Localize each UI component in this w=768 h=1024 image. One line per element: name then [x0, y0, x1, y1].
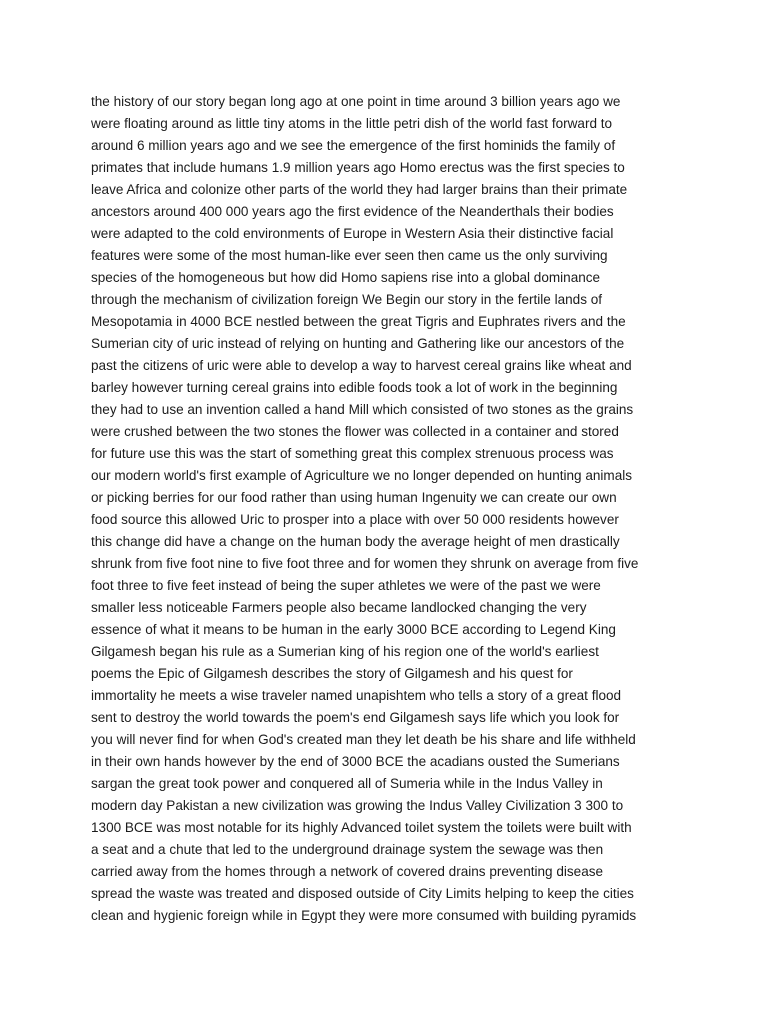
text-line: for future use this was the start of something great this complex strenuous process was [91, 446, 614, 461]
text-line: Mesopotamia in 4000 BCE nestled between the great Tigris and Euphrates rivers and the [91, 314, 626, 329]
text-line: immortality he meets a wise traveler named unapishtem who tells a story of a great flood [91, 688, 622, 703]
text-line: or picking berries for our food rather than using human Ingenuity we can create our own [91, 490, 617, 505]
text-line: modern day Pakistan a new civilization was growing the Indus Valley Civilization 3 300 to [91, 798, 624, 813]
text-line: in their own hands however by the end of 3000 BCE the acadians ousted the Sumerians [91, 754, 620, 769]
text-line: clean and hygienic foreign while in Egypt they were more consumed with building pyramids [91, 908, 637, 923]
text-line: were adapted to the cold environments of Europe in Western Asia their distinctive facial [91, 226, 614, 241]
text-line: sargan the great took power and conquered all of Sumeria while in the Indus Valley in [91, 776, 603, 791]
text-line: features were some of the most human-like ever seen then came us the only surviving [91, 248, 608, 263]
text-line: poems the Epic of Gilgamesh describes the story of Gilgamesh and his quest for [91, 666, 573, 681]
text-line: our modern world's first example of Agriculture we no longer depended on hunting animals [91, 468, 633, 483]
text-line: primates that include humans 1.9 million years ago Homo erectus was the first species to [91, 160, 625, 175]
text-line: shrunk from five foot nine to five foot three and for women they shrunk on average from five [91, 556, 639, 571]
text-line: spread the waste was treated and disposed outside of City Limits helping to keep the cities [91, 886, 634, 901]
text-line: were crushed between the two stones the flower was collected in a container and stored [91, 424, 619, 439]
text-line: essence of what it means to be human in the early 3000 BCE according to Legend King [91, 622, 616, 637]
text-line: they had to use an invention called a hand Mill which consisted of two stones as the grains [91, 402, 634, 417]
text-line: were floating around as little tiny atoms in the little petri dish of the world fast forward to [91, 116, 613, 131]
text-line: sent to destroy the world towards the poem's end Gilgamesh says life which you look for [91, 710, 620, 725]
text-line: smaller less noticeable Farmers people also became landlocked changing the very [91, 600, 587, 615]
text-line: species of the homogeneous but how did Homo sapiens rise into a global dominance [91, 270, 601, 285]
text-line: Gilgamesh began his rule as a Sumerian king of his region one of the world's earliest [91, 644, 599, 659]
text-line: 1300 BCE was most notable for its highly Advanced toilet system the toilets were built with [91, 820, 632, 835]
text-line: a seat and a chute that led to the underground drainage system the sewage was then [91, 842, 604, 857]
text-line: barley however turning cereal grains into edible foods took a lot of work in the beginning [91, 380, 618, 395]
text-line: food source this allowed Uric to prosper into a place with over 50 000 residents however [91, 512, 619, 527]
text-line: you will never find for when God's created man they let death be his share and life withheld [91, 732, 636, 747]
text-line: around 6 million years ago and we see the emergence of the first hominids the family of [91, 138, 616, 153]
text-line: this change did have a change on the human body the average height of men drastically [91, 534, 620, 549]
text-line: foot three to five feet instead of being the super athletes we were of the past we were [91, 578, 601, 593]
text-line: leave Africa and colonize other parts of the world they had larger brains than their primate [91, 182, 628, 197]
text-line: past the citizens of uric were able to develop a way to harvest cereal grains like wheat and [91, 358, 632, 373]
text-line: the history of our story began long ago at one point in time around 3 billion years ago we [91, 94, 621, 109]
text-line: ancestors around 400 000 years ago the first evidence of the Neanderthals their bodies [91, 204, 614, 219]
text-line: Sumerian city of uric instead of relying on hunting and Gathering like our ancestors of the [91, 336, 625, 351]
body-text [91, 91, 691, 927]
text-line: carried away from the homes through a network of covered drains preventing disease [91, 864, 604, 879]
text-line: through the mechanism of civilization foreign We Begin our story in the fertile lands of [91, 292, 603, 307]
